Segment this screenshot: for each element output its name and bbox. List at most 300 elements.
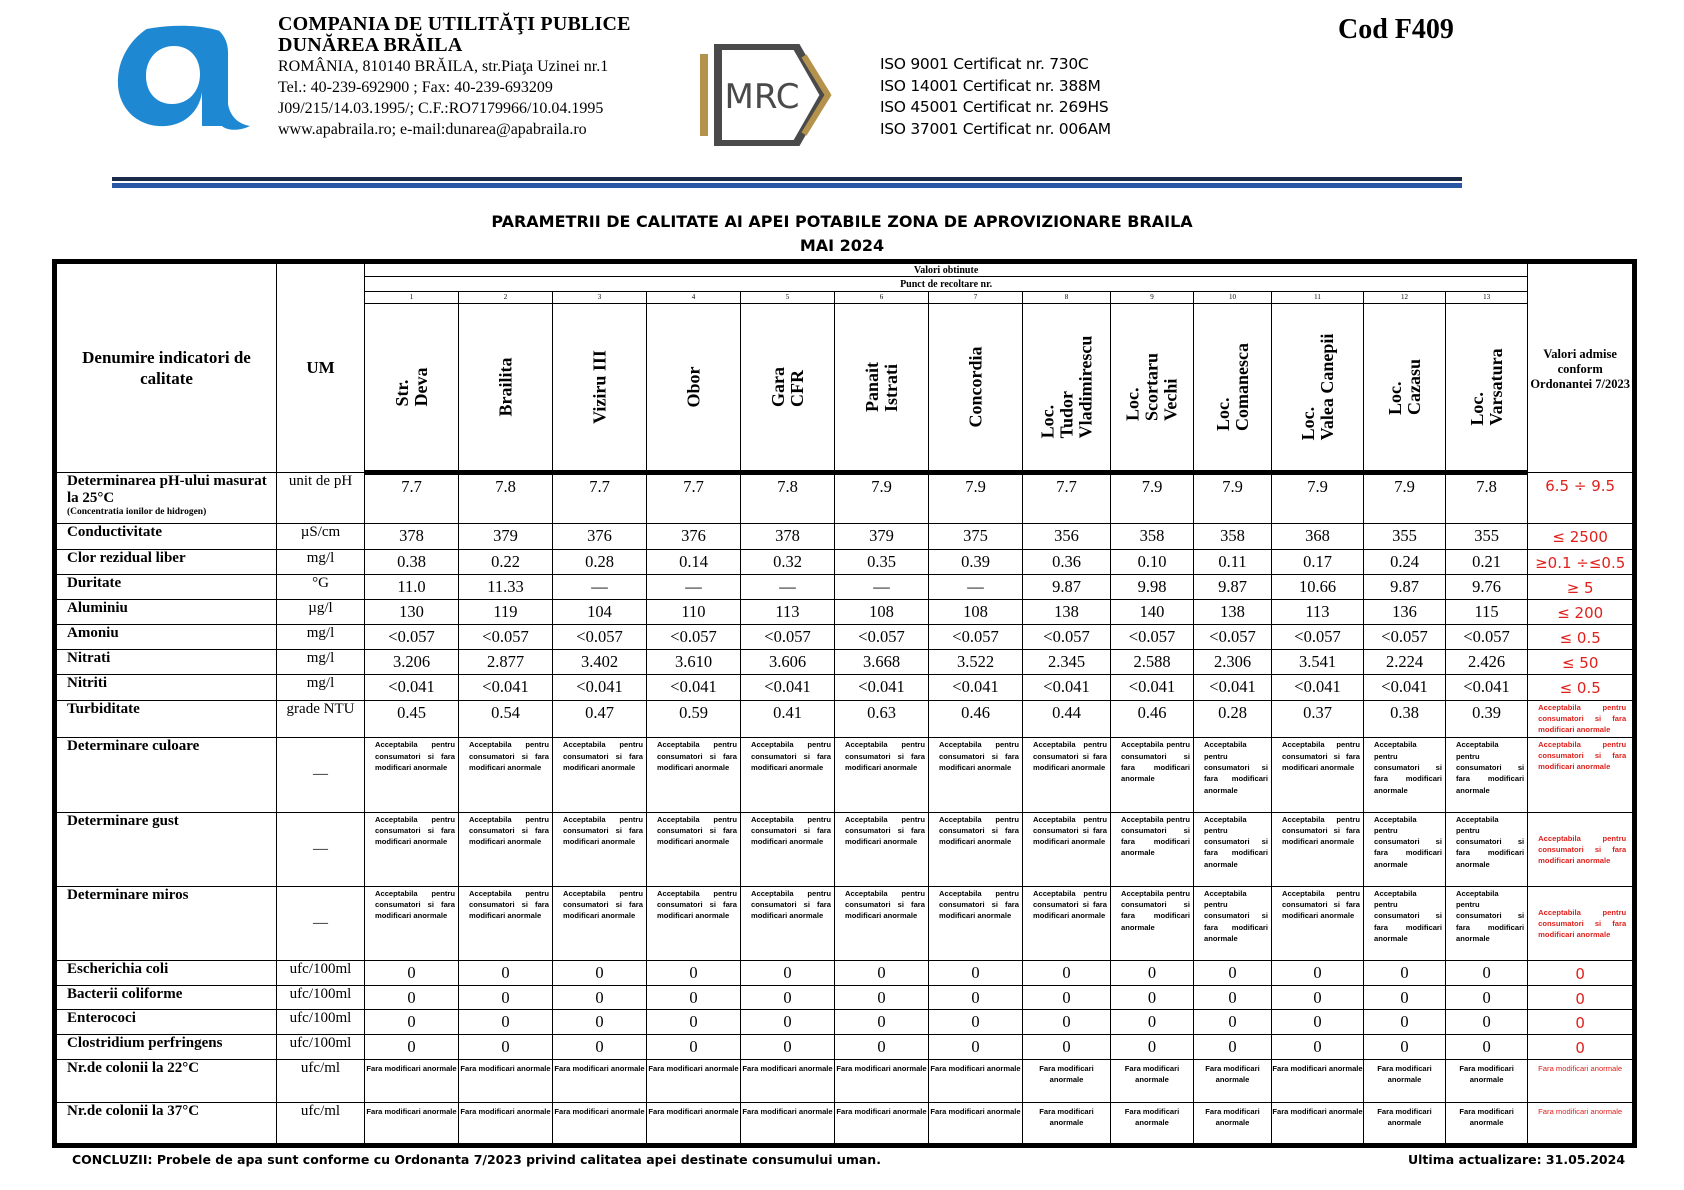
parameter-um: ufc/100ml — [277, 1035, 365, 1060]
document-title: PARAMETRII DE CALITATE AI APEI POTABILE ZONA DE APROVIZIONARE BRAILA — [491, 212, 1193, 231]
sampling-point-name — [365, 303, 459, 472]
parameter-value: 11.33 — [459, 574, 553, 599]
parameter-value: 0 — [365, 985, 459, 1010]
colony-value: Fara modificari anormale — [835, 1059, 929, 1102]
parameter-value: <0.057 — [929, 625, 1023, 650]
iso-certifications — [880, 54, 1111, 140]
parameter-label: Duritate — [67, 574, 122, 591]
parameter-value: 0.28 — [553, 550, 647, 575]
parameter-value: 378 — [365, 524, 459, 550]
parameter-name: Clostridium perfringens — [55, 1035, 277, 1060]
parameter-value: 3.541 — [1272, 650, 1364, 675]
sampling-point-number: 13 — [1446, 292, 1528, 304]
parameter-value: <0.057 — [365, 625, 459, 650]
sampling-point-number: 12 — [1364, 292, 1446, 304]
parameter-value: 0 — [929, 1035, 1023, 1060]
parameter-value: 0.10 — [1111, 550, 1194, 575]
header-um: UM — [277, 262, 365, 473]
parameter-limit: ≥ 5 — [1528, 574, 1635, 599]
last-updated: Ultima actualizare: 31.05.2024 — [1408, 1152, 1626, 1167]
parameter-limit: Fara modificari anormale — [1528, 1059, 1635, 1102]
sampling-point-number: 4 — [647, 292, 741, 304]
sampling-point-label: Loc. Tudor Vladimirescu — [1037, 335, 1095, 439]
parameter-limit: 0 — [1528, 985, 1635, 1010]
parameter-limit: Acceptabila pentru consumatori si fara modificari anormale — [1528, 738, 1635, 812]
parameter-value: 0 — [553, 985, 647, 1010]
parameter-value: 110 — [647, 599, 741, 625]
parameter-um: mg/l — [277, 550, 365, 575]
parameter-value: 0 — [1111, 1010, 1194, 1035]
organoleptic-value: Acceptabila pentru consumatori si fara modificari anormale — [1364, 738, 1446, 812]
parameter-row — [55, 700, 1635, 738]
colony-value: Fara modificari anormale — [929, 1059, 1023, 1102]
parameter-value: <0.041 — [1194, 674, 1272, 700]
parameter-value: 7.9 — [1111, 472, 1194, 524]
parameter-value: 138 — [1023, 599, 1111, 625]
parameter-value: 7.9 — [1194, 472, 1272, 524]
parameter-value: 0 — [553, 960, 647, 985]
parameter-limit: ≤ 2500 — [1528, 524, 1635, 550]
parameter-value: 9.76 — [1446, 574, 1528, 599]
parameter-value: 3.402 — [553, 650, 647, 675]
parameter-value: — — [647, 574, 741, 599]
parameter-label: Determinarea pH-ului masurat la 25°C — [67, 472, 267, 506]
colony-value: Fara modificari anormale — [1446, 1059, 1528, 1102]
organoleptic-value: Acceptabila pentru consumatori si fara modificari anormale — [1111, 886, 1194, 960]
parameter-value: 0 — [1194, 960, 1272, 985]
parameter-value: 3.610 — [647, 650, 741, 675]
organoleptic-value: Acceptabila pentru consumatori si fara modificari anormale — [1023, 812, 1111, 886]
parameter-label: Conductivitate — [67, 524, 162, 541]
parameter-value: 9.87 — [1023, 574, 1111, 599]
parameter-value: — — [553, 574, 647, 599]
parameter-value: <0.057 — [1364, 625, 1446, 650]
sampling-point-name — [647, 303, 741, 472]
organoleptic-row — [55, 812, 1635, 886]
company-registration: J09/215/14.03.1995/; C.F.:RO7179966/10.04.1995 — [278, 100, 604, 117]
parameter-name — [55, 472, 277, 524]
organoleptic-value: Acceptabila pentru consumatori si fara modificari anormale — [1194, 812, 1272, 886]
parameter-value: <0.057 — [459, 625, 553, 650]
parameter-value: <0.057 — [1194, 625, 1272, 650]
parameter-value: 0.38 — [1364, 700, 1446, 738]
parameter-note: (Concentratia ionilor de hidrogen) — [67, 506, 207, 517]
colony-value: Fara modificari anormale — [1111, 1102, 1194, 1145]
parameter-name: Determinare gust — [55, 812, 277, 886]
parameter-value: <0.041 — [929, 674, 1023, 700]
colony-value: Fara modificari anormale — [365, 1102, 459, 1145]
organoleptic-value: Acceptabila pentru consumatori si fara modificari anormale — [647, 812, 741, 886]
microbiology-row — [55, 985, 1635, 1010]
conclusion: CONCLUZII: Probele de apa sunt conforme cu Ordonanta 7/2023 privind calitatea apei destinate consumului uman. — [72, 1152, 881, 1167]
parameter-value: 115 — [1446, 599, 1528, 625]
parameter-um: unit de pH — [277, 472, 365, 524]
parameter-row — [55, 574, 1635, 599]
sampling-point-label: Loc. Cazasu — [1384, 358, 1424, 415]
organoleptic-value: Acceptabila pentru consumatori si fara modificari anormale — [835, 812, 929, 886]
microbiology-row — [55, 1035, 1635, 1060]
parameter-limit: Acceptabila pentru consumatori si fara modificari anormale — [1528, 812, 1635, 886]
parameter-row — [55, 650, 1635, 675]
parameter-limit: 6.5 ÷ 9.5 — [1528, 472, 1635, 524]
sampling-point-number: 7 — [929, 292, 1023, 304]
parameter-value: 0 — [1272, 1035, 1364, 1060]
mrc-logo-text: MRC — [724, 77, 800, 117]
organoleptic-value: Acceptabila pentru consumatori si fara modificari anormale — [647, 886, 741, 960]
parameter-name — [55, 650, 277, 675]
parameter-name — [55, 700, 277, 738]
parameter-value: 0.47 — [553, 700, 647, 738]
parameter-value: 0 — [741, 1010, 835, 1035]
sampling-point-number: 2 — [459, 292, 553, 304]
organoleptic-value: Acceptabila pentru consumatori si fara modificari anormale — [929, 738, 1023, 812]
parameter-value: 0 — [1446, 960, 1528, 985]
colony-row — [55, 1102, 1635, 1145]
parameter-value: 7.7 — [365, 472, 459, 524]
parameter-name — [55, 674, 277, 700]
organoleptic-value: Acceptabila pentru consumatori si fara modificari anormale — [553, 812, 647, 886]
quality-table — [52, 259, 1637, 1148]
sampling-point-name — [741, 303, 835, 472]
parameter-um: °G — [277, 574, 365, 599]
parameter-value: 2.306 — [1194, 650, 1272, 675]
parameter-limit: ≥0.1 ÷≤0.5 — [1528, 550, 1635, 575]
parameter-value: 7.9 — [1364, 472, 1446, 524]
parameter-limit: 0 — [1528, 960, 1635, 985]
parameter-value: <0.041 — [553, 674, 647, 700]
parameter-value: 0 — [1023, 960, 1111, 985]
parameter-value: 0.59 — [647, 700, 741, 738]
parameter-value: — — [835, 574, 929, 599]
parameter-name — [55, 524, 277, 550]
company-name-line1: COMPANIA DE UTILITĂŢI PUBLICE — [278, 13, 631, 35]
sampling-point-label: Viziru III — [589, 349, 609, 424]
parameter-value: <0.057 — [1023, 625, 1111, 650]
header-indicator: Denumire indicatori de calitate — [55, 262, 277, 473]
colony-value: Fara modificari anormale — [365, 1059, 459, 1102]
parameter-value: 0 — [1023, 1035, 1111, 1060]
parameter-value: 10.66 — [1272, 574, 1364, 599]
company-address: ROMÂNIA, 810140 BRĂILA, str.Piaţa Uzinei nr.1 — [278, 58, 609, 75]
colony-value: Fara modificari anormale — [1194, 1102, 1272, 1145]
parameter-value: 0 — [1446, 985, 1528, 1010]
parameter-value: 7.8 — [1446, 472, 1528, 524]
colony-value: Fara modificari anormale — [741, 1059, 835, 1102]
company-info — [278, 14, 631, 140]
sampling-point-name — [1194, 303, 1272, 472]
parameter-value: <0.041 — [835, 674, 929, 700]
parameter-value: 2.224 — [1364, 650, 1446, 675]
colony-value: Fara modificari anormale — [553, 1059, 647, 1102]
organoleptic-value: Acceptabila pentru consumatori si fara modificari anormale — [741, 812, 835, 886]
parameter-value: 7.8 — [459, 472, 553, 524]
parameter-um: ufc/ml — [277, 1102, 365, 1145]
colony-value: Fara modificari anormale — [1446, 1102, 1528, 1145]
sampling-point-label: Obor — [683, 366, 703, 408]
parameter-name: Bacterii coliforme — [55, 985, 277, 1010]
sampling-point-name — [1023, 303, 1111, 472]
parameter-value: 0 — [835, 985, 929, 1010]
parameter-value: 0 — [647, 960, 741, 985]
header-allowed-values: Valori admise conform Ordonantei 7/2023 — [1528, 262, 1635, 473]
parameter-name: Nr.de colonii la 37°C — [55, 1102, 277, 1145]
parameter-value: 0 — [741, 960, 835, 985]
parameter-value: 11.0 — [365, 574, 459, 599]
parameter-value: 0 — [1364, 985, 1446, 1010]
sampling-point-name — [1111, 303, 1194, 472]
parameter-um: — — [277, 812, 365, 886]
parameter-value: 0.41 — [741, 700, 835, 738]
parameter-value: — — [741, 574, 835, 599]
parameter-value: <0.057 — [1272, 625, 1364, 650]
sampling-point-label: Loc. Comanesca — [1212, 342, 1252, 431]
parameter-value: 9.98 — [1111, 574, 1194, 599]
mrc-certification-logo — [700, 44, 836, 146]
parameter-value: 0 — [553, 1035, 647, 1060]
parameter-value: 0.24 — [1364, 550, 1446, 575]
iso-line: ISO 9001 Certificat nr. 730C — [880, 55, 1089, 73]
document-period: MAI 2024 — [799, 236, 885, 255]
parameter-value: <0.041 — [647, 674, 741, 700]
organoleptic-value: Acceptabila pentru consumatori si fara modificari anormale — [553, 886, 647, 960]
parameter-value: 0 — [835, 1035, 929, 1060]
parameter-value: 7.7 — [553, 472, 647, 524]
parameter-value: 2.588 — [1111, 650, 1194, 675]
parameter-um: ufc/100ml — [277, 960, 365, 985]
parameter-value: <0.041 — [741, 674, 835, 700]
parameter-value: 0.44 — [1023, 700, 1111, 738]
parameter-value: 0 — [553, 1010, 647, 1035]
parameter-value: <0.041 — [1272, 674, 1364, 700]
parameter-value: 7.9 — [1272, 472, 1364, 524]
parameter-value: 0.21 — [1446, 550, 1528, 575]
parameter-value: 378 — [741, 524, 835, 550]
parameter-value: <0.057 — [741, 625, 835, 650]
organoleptic-value: Acceptabila pentru consumatori si fara modificari anormale — [1272, 812, 1364, 886]
parameter-value: 0 — [459, 960, 553, 985]
sampling-point-label: Concordia — [965, 346, 985, 428]
parameter-um: mg/l — [277, 650, 365, 675]
parameter-value: 0 — [365, 1035, 459, 1060]
parameter-row — [55, 625, 1635, 650]
parameter-name: Escherichia coli — [55, 960, 277, 985]
parameter-value: 108 — [929, 599, 1023, 625]
sampling-point-name — [1272, 303, 1364, 472]
colony-value: Fara modificari anormale — [1272, 1059, 1364, 1102]
organoleptic-value: Acceptabila pentru consumatori si fara modificari anormale — [1194, 886, 1272, 960]
parameter-value: 0 — [1023, 1010, 1111, 1035]
parameter-value: 355 — [1446, 524, 1528, 550]
parameter-name — [55, 550, 277, 575]
sampling-point-number: 6 — [835, 292, 929, 304]
company-name-line2: DUNĂREA BRĂILA — [278, 34, 463, 56]
colony-value: Fara modificari anormale — [647, 1059, 741, 1102]
parameter-label: Nitriti — [67, 674, 107, 691]
parameter-row — [55, 599, 1635, 625]
parameter-value: 2.877 — [459, 650, 553, 675]
parameter-name — [55, 574, 277, 599]
parameter-label: Turbiditate — [67, 700, 140, 717]
parameter-value: 140 — [1111, 599, 1194, 625]
parameter-value: <0.041 — [459, 674, 553, 700]
parameter-value: 0 — [365, 960, 459, 985]
parameter-value: 368 — [1272, 524, 1364, 550]
parameter-value: 375 — [929, 524, 1023, 550]
parameter-value: 0 — [1446, 1035, 1528, 1060]
parameter-value: 0 — [1194, 985, 1272, 1010]
parameter-value: 108 — [835, 599, 929, 625]
parameter-value: 0.17 — [1272, 550, 1364, 575]
parameter-name — [55, 599, 277, 625]
organoleptic-value: Acceptabila pentru consumatori si fara modificari anormale — [741, 738, 835, 812]
colony-value: Fara modificari anormale — [929, 1102, 1023, 1145]
sampling-point-name — [835, 303, 929, 472]
parameter-value: 3.522 — [929, 650, 1023, 675]
parameter-value: 0.28 — [1194, 700, 1272, 738]
parameter-value: 0 — [1272, 960, 1364, 985]
colony-value: Fara modificari anormale — [1364, 1102, 1446, 1145]
sampling-point-number: 11 — [1272, 292, 1364, 304]
colony-value: Fara modificari anormale — [1023, 1102, 1111, 1145]
parameter-value: 0 — [459, 1035, 553, 1060]
colony-value: Fara modificari anormale — [1364, 1059, 1446, 1102]
parameter-value: 376 — [553, 524, 647, 550]
organoleptic-value: Acceptabila pentru consumatori si fara modificari anormale — [1364, 886, 1446, 960]
parameter-value: 3.668 — [835, 650, 929, 675]
organoleptic-row — [55, 738, 1635, 812]
organoleptic-value: Acceptabila pentru consumatori si fara modificari anormale — [929, 812, 1023, 886]
parameter-value: <0.041 — [365, 674, 459, 700]
parameter-limit: ≤ 50 — [1528, 650, 1635, 675]
parameter-value: 0 — [1364, 960, 1446, 985]
parameter-value: 3.606 — [741, 650, 835, 675]
parameter-um: µS/cm — [277, 524, 365, 550]
parameter-name — [55, 625, 277, 650]
parameter-value: 7.9 — [929, 472, 1023, 524]
iso-line: ISO 14001 Certificat nr. 388M — [880, 76, 1101, 95]
parameter-value: 0.32 — [741, 550, 835, 575]
parameter-row — [55, 472, 1635, 524]
parameter-value: 0 — [1023, 985, 1111, 1010]
organoleptic-row — [55, 886, 1635, 960]
parameter-value: 0 — [835, 960, 929, 985]
sampling-point-name — [1364, 303, 1446, 472]
parameter-value: 9.87 — [1364, 574, 1446, 599]
organoleptic-value: Acceptabila pentru consumatori si fara modificari anormale — [929, 886, 1023, 960]
parameter-value: <0.057 — [835, 625, 929, 650]
parameter-value: 113 — [1272, 599, 1364, 625]
parameter-value: <0.041 — [1023, 674, 1111, 700]
parameter-value: 379 — [835, 524, 929, 550]
parameter-value: 7.7 — [647, 472, 741, 524]
parameter-limit: Acceptabila pentru consumatori si fara modificari anormale — [1528, 700, 1635, 738]
parameter-value: 356 — [1023, 524, 1111, 550]
parameter-limit: ≤ 0.5 — [1528, 625, 1635, 650]
colony-value: Fara modificari anormale — [1272, 1102, 1364, 1145]
iso-line: ISO 45001 Certificat nr. 269HS — [880, 98, 1109, 116]
sampling-point-label: Panait Istrati — [861, 361, 901, 412]
colony-row — [55, 1059, 1635, 1102]
parameter-value: 0 — [929, 960, 1023, 985]
organoleptic-value: Acceptabila pentru consumatori si fara modificari anormale — [835, 886, 929, 960]
parameter-value: 0 — [1446, 1010, 1528, 1035]
organoleptic-value: Acceptabila pentru consumatori si fara modificari anormale — [365, 812, 459, 886]
parameter-value: 0.14 — [647, 550, 741, 575]
parameter-value: 0 — [1364, 1035, 1446, 1060]
sampling-point-number: 10 — [1194, 292, 1272, 304]
organoleptic-value: Acceptabila pentru consumatori si fara modificari anormale — [365, 886, 459, 960]
sampling-point-name — [1446, 303, 1528, 472]
organoleptic-value: Acceptabila pentru consumatori si fara modificari anormale — [459, 886, 553, 960]
parameter-value: 376 — [647, 524, 741, 550]
parameter-value: 0 — [1194, 1035, 1272, 1060]
sampling-point-number: 5 — [741, 292, 835, 304]
parameter-value: 0 — [1111, 985, 1194, 1010]
parameter-row — [55, 524, 1635, 550]
sampling-point-label: Loc. Valea Canepii — [1297, 333, 1337, 441]
organoleptic-value: Acceptabila pentru consumatori si fara modificari anormale — [1023, 886, 1111, 960]
company-web: www.apabraila.ro; e-mail:dunarea@apabraila.ro — [278, 121, 587, 138]
organoleptic-value: Acceptabila pentru consumatori si fara modificari anormale — [1272, 886, 1364, 960]
parameter-value: 0.39 — [929, 550, 1023, 575]
parameter-value: 0.46 — [929, 700, 1023, 738]
parameter-value: 358 — [1194, 524, 1272, 550]
parameter-label: Nitrati — [67, 650, 111, 667]
sampling-point-number: 9 — [1111, 292, 1194, 304]
organoleptic-value: Acceptabila pentru consumatori si fara modificari anormale — [1272, 738, 1364, 812]
organoleptic-value: Acceptabila pentru consumatori si fara modificari anormale — [1194, 738, 1272, 812]
parameter-value: 0.38 — [365, 550, 459, 575]
parameter-value: 0 — [365, 1010, 459, 1035]
parameter-value: <0.041 — [1446, 674, 1528, 700]
colony-value: Fara modificari anormale — [459, 1059, 553, 1102]
parameter-value: 0 — [1364, 1010, 1446, 1035]
sampling-point-label: Loc. Varsatura — [1466, 348, 1506, 426]
organoleptic-value: Acceptabila pentru consumatori si fara modificari anormale — [647, 738, 741, 812]
parameter-value: 0 — [741, 985, 835, 1010]
parameter-value: 7.7 — [1023, 472, 1111, 524]
parameter-value: <0.041 — [1111, 674, 1194, 700]
parameter-um: mg/l — [277, 674, 365, 700]
parameter-value: 113 — [741, 599, 835, 625]
parameter-label: Aluminiu — [67, 599, 128, 616]
parameter-value: 2.345 — [1023, 650, 1111, 675]
form-code: Cod F409 — [1338, 14, 1454, 45]
header-values-obtained: Valori obtinute — [365, 262, 1528, 277]
parameter-um: — — [277, 738, 365, 812]
parameter-value: 7.9 — [835, 472, 929, 524]
colony-value: Fara modificari anormale — [835, 1102, 929, 1145]
parameter-value: 0 — [741, 1035, 835, 1060]
header-rule-blue — [112, 183, 1462, 188]
microbiology-row — [55, 960, 1635, 985]
parameter-limit: ≤ 0.5 — [1528, 674, 1635, 700]
parameter-name: Determinare culoare — [55, 738, 277, 812]
parameter-value: 0.63 — [835, 700, 929, 738]
header-rule-dark — [112, 177, 1462, 181]
parameter-value: 104 — [553, 599, 647, 625]
sampling-point-label: Str. Deva — [391, 367, 431, 407]
parameter-value: 0 — [1272, 1010, 1364, 1035]
sampling-point-label: Gara CFR — [767, 366, 807, 407]
organoleptic-value: Acceptabila pentru consumatori si fara modificari anormale — [459, 738, 553, 812]
sampling-point-number: 3 — [553, 292, 647, 304]
colony-value: Fara modificari anormale — [741, 1102, 835, 1145]
parameter-value: — — [929, 574, 1023, 599]
colony-value: Fara modificari anormale — [1194, 1059, 1272, 1102]
sampling-point-number: 1 — [365, 292, 459, 304]
parameter-value: 2.426 — [1446, 650, 1528, 675]
